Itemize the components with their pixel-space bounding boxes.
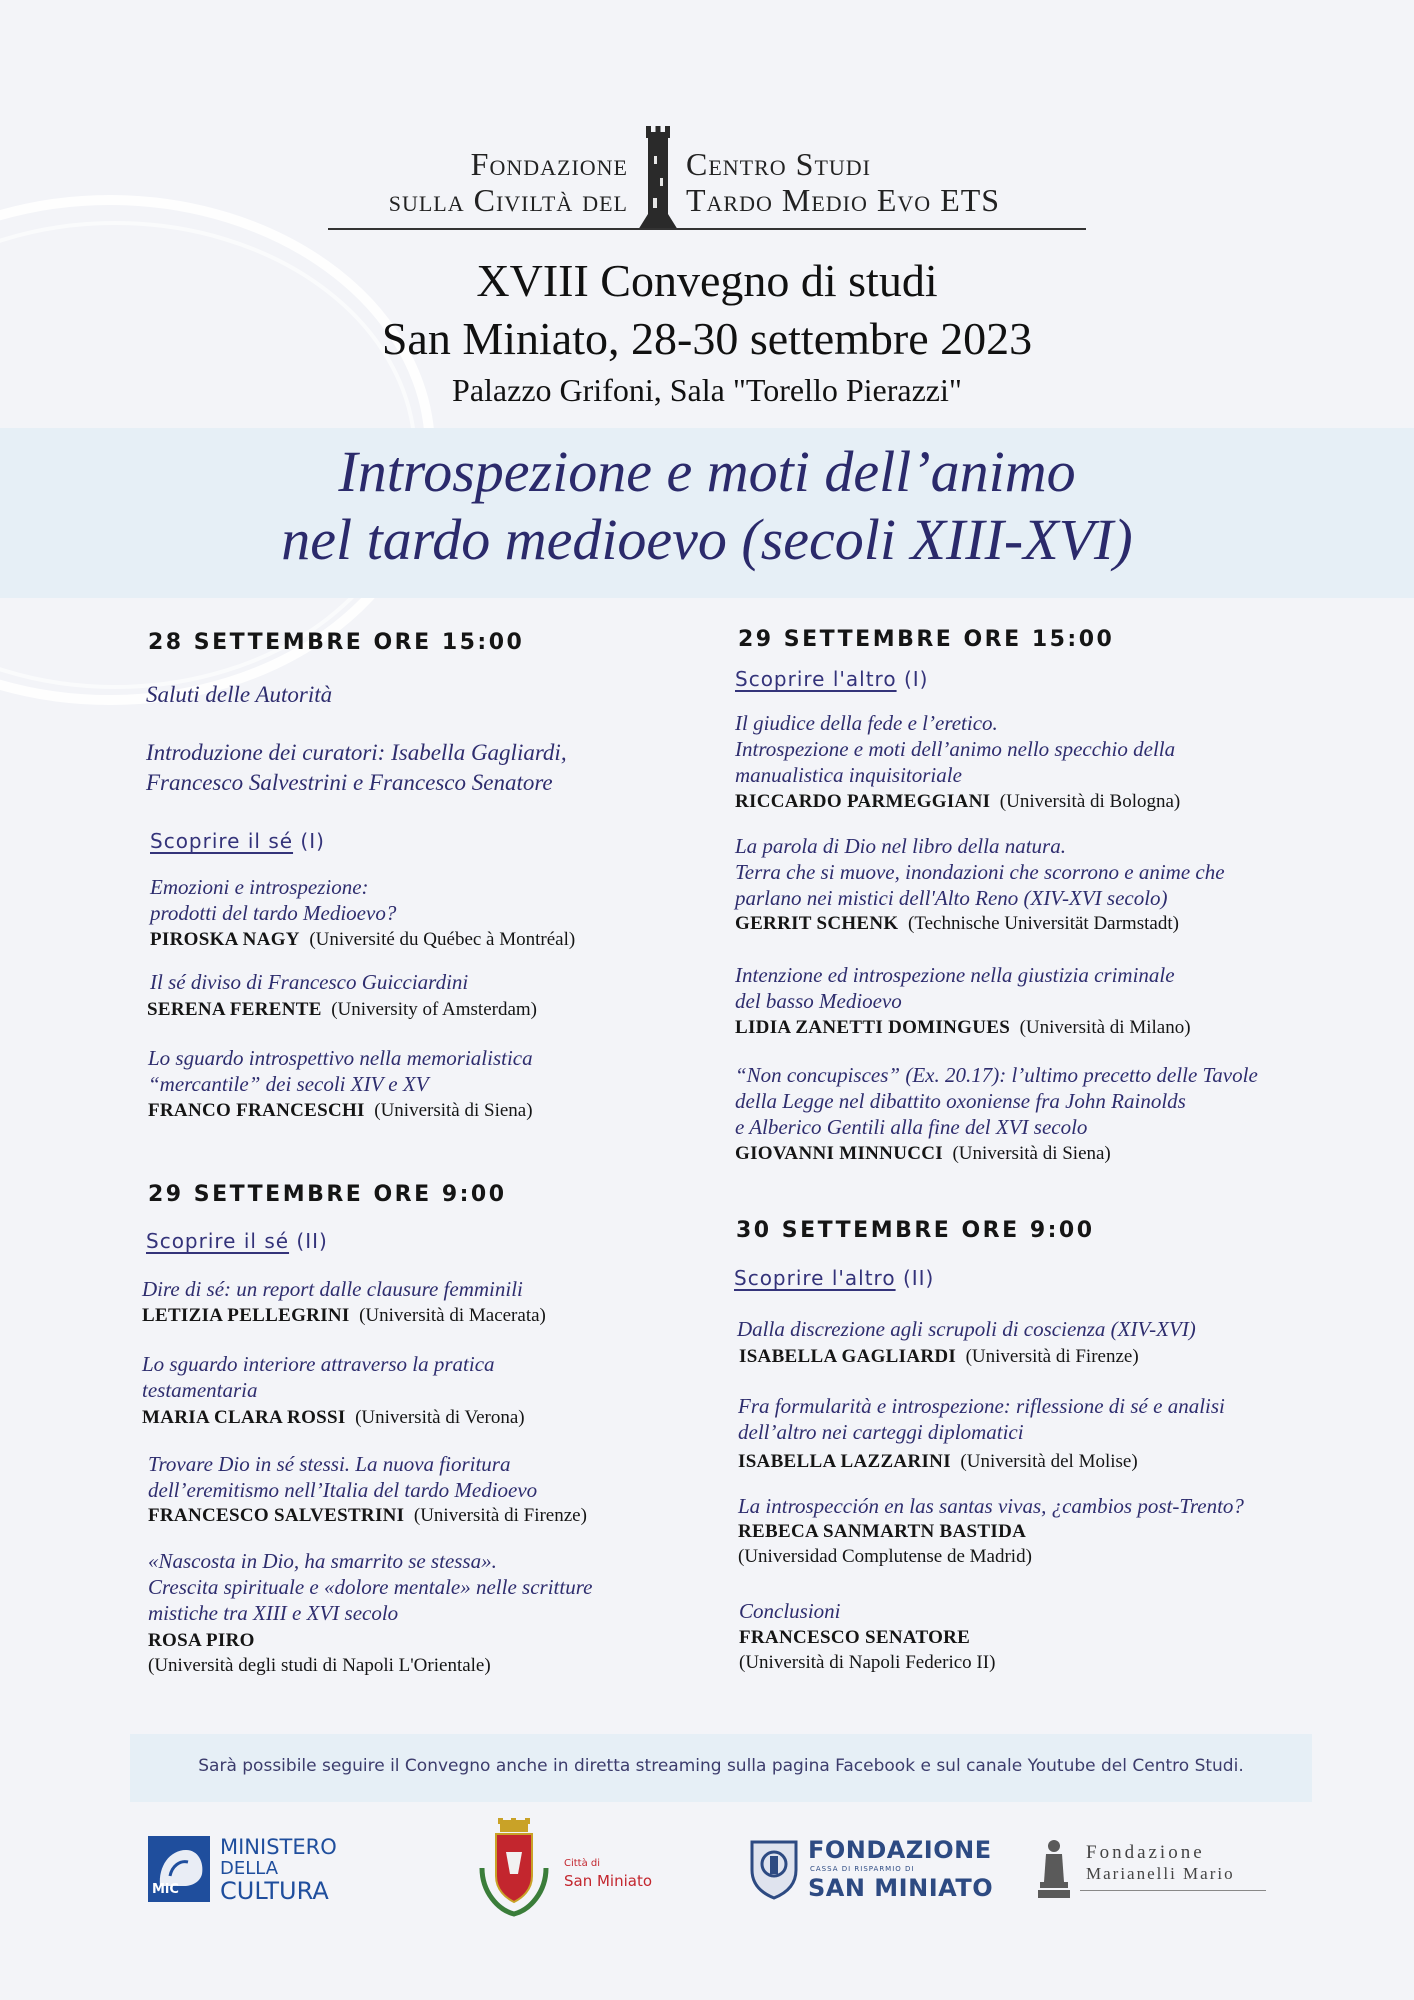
speaker-affiliation: (Università di Firenze) xyxy=(413,1505,587,1526)
left-day-1-heading: 28 SETTEMBRE ORE 15:00 xyxy=(148,630,525,655)
talk-title: Il sé diviso di Francesco Guicciardini xyxy=(150,970,469,994)
speaker-affiliation: (Universidad Complutense de Madrid) xyxy=(738,1546,1032,1567)
marianelli-line-1: Fondazione xyxy=(1086,1842,1205,1863)
talk-title: testamentaria xyxy=(142,1378,258,1402)
talk-title: La parola di Dio nel libro della natura. xyxy=(735,834,1066,858)
talk-title: Il giudice della fede e l’eretico. xyxy=(735,711,998,735)
speaker-name: FRANCO FRANCESCHI xyxy=(148,1100,365,1121)
fondazione-crest-icon xyxy=(746,1834,802,1900)
main-title-line-1: Introspezione e moti dell’animo xyxy=(338,439,1076,504)
talk-title: dell’eremitismo nell’Italia del tardo Medioevo xyxy=(148,1478,538,1502)
speaker-name: ISABELLA LAZZARINI xyxy=(738,1451,951,1472)
speaker xyxy=(148,1504,587,1528)
logo-text-right-1: Centro Studi xyxy=(686,146,872,182)
talk-title: «Nascosta in Dio, ha smarrito se stessa». xyxy=(148,1549,497,1573)
coat-of-arms-icon xyxy=(476,1818,552,1918)
talk-title: Fra formularità e introspezione: riflessione di sé e analisi xyxy=(738,1394,1225,1418)
centro-studi-logo xyxy=(328,126,1086,234)
talk-title: Lo sguardo introspettivo nella memorialistica xyxy=(148,1046,533,1070)
session-name: Scoprire l'altro xyxy=(734,1266,896,1290)
mic-line-1: MINISTERO xyxy=(220,1835,337,1859)
left-day-2-heading: 29 SETTEMBRE ORE 9:00 xyxy=(148,1182,507,1207)
streaming-band xyxy=(130,1734,1312,1802)
speaker-name: ISABELLA GAGLIARDI xyxy=(739,1346,957,1367)
speaker-affiliation: (Technische Universität Darmstadt) xyxy=(908,913,1179,934)
speaker-name: LIDIA ZANETTI DOMINGUES xyxy=(735,1017,1011,1038)
talk-title: Lo sguardo interiore attraverso la pratica xyxy=(142,1352,495,1376)
speaker-name: LETIZIA PELLEGRINI xyxy=(142,1305,350,1326)
speaker-affiliation: (Université du Québec à Montréal) xyxy=(309,929,576,950)
talk-title: “Non concupisces” (Ex. 20.17): l’ultimo precetto delle Tavole xyxy=(735,1063,1258,1087)
speaker-name: GERRIT SCHENK xyxy=(735,913,899,934)
speaker-affiliation: (Università del Molise) xyxy=(960,1451,1138,1472)
mic-line-2: DELLA xyxy=(220,1858,279,1879)
speaker-name: RICCARDO PARMEGGIANI xyxy=(735,791,991,812)
session-name: Scoprire l'altro xyxy=(735,667,897,691)
convegno-title: XVIII Convegno di studi xyxy=(476,255,938,306)
speaker-name: REBECA SANMARTN BASTIDA xyxy=(738,1521,1027,1542)
comune-name: San Miniato xyxy=(564,1872,653,1890)
speaker-affiliation: (Università degli studi di Napoli L'Orientale) xyxy=(148,1655,491,1676)
venue: Palazzo Grifoni, Sala "Torello Pierazzi" xyxy=(452,372,962,408)
speaker-affiliation: (University of Amsterdam) xyxy=(331,999,538,1020)
talk-title: Intenzione ed introspezione nella giustizia criminale xyxy=(735,963,1175,987)
speaker-affiliation: (Università di Napoli Federico II) xyxy=(739,1652,996,1673)
speaker-affiliation: (Università di Macerata) xyxy=(359,1305,546,1326)
talk-title: dell’altro nei carteggi diplomatici xyxy=(738,1420,1024,1444)
saluti: Saluti delle Autorità xyxy=(146,682,333,707)
speaker xyxy=(148,1099,533,1123)
speaker-affiliation: (Università di Siena) xyxy=(952,1143,1111,1164)
session-number: (II) xyxy=(902,1266,935,1290)
speaker xyxy=(735,1016,1191,1040)
talk-title: Emozioni e introspezione: xyxy=(150,875,369,899)
comune-small: Città di xyxy=(564,1858,601,1869)
intro-line-2: Francesco Salvestrini e Francesco Senatore xyxy=(146,770,553,795)
speaker-affiliation: (Università di Milano) xyxy=(1019,1017,1191,1038)
mic-mark: MiC xyxy=(152,1882,179,1897)
main-title-line-2: nel tardo medioevo (secoli XIII-XVI) xyxy=(281,507,1133,572)
speaker xyxy=(147,998,537,1022)
session-name: Scoprire il sé xyxy=(150,829,294,853)
speaker xyxy=(142,1304,546,1328)
speaker xyxy=(148,1629,255,1653)
talk-title: prodotti del tardo Medioevo? xyxy=(150,901,397,925)
speaker xyxy=(738,1450,1138,1474)
logo-rule xyxy=(328,228,1086,230)
speaker xyxy=(739,1626,970,1650)
mic-line-3: CULTURA xyxy=(220,1877,329,1905)
talk-title: Crescita spirituale e «dolore mentale» nelle scritture xyxy=(148,1575,593,1599)
speaker-name: PIROSKA NAGY xyxy=(150,929,300,950)
session-name: Scoprire il sé xyxy=(146,1229,290,1253)
fondazione-line-1: FONDAZIONE xyxy=(808,1836,992,1864)
talk-title: del basso Medioevo xyxy=(735,989,902,1013)
session-scoprire-il-se-1 xyxy=(150,829,325,853)
tower-icon xyxy=(636,126,680,230)
talk-title: “mercantile” dei secoli XIV e XV xyxy=(148,1072,429,1096)
talk-title: Introspezione e moti dell’animo nello specchio della xyxy=(735,737,1176,761)
logo-fondazione-marianelli xyxy=(1034,1838,1266,1902)
logo-text-right-2: Tardo Medio Evo ETS xyxy=(686,182,1001,218)
speaker xyxy=(735,790,1180,814)
intro-line-1: Introduzione dei curatori: Isabella Gagliardi, xyxy=(146,740,567,765)
speaker-name: ROSA PIRO xyxy=(148,1630,255,1651)
talk-title: della Legge nel dibattito oxoniense fra John Rainolds xyxy=(735,1089,1186,1113)
talk-title: Conclusioni xyxy=(739,1599,841,1623)
talk-title: mistiche tra XIII e XVI secolo xyxy=(148,1601,399,1625)
logo-text-left-2: sulla Civiltà del xyxy=(388,182,628,218)
talk-title: La introspección en las santas vivas, ¿cambios post-Trento? xyxy=(738,1494,1244,1518)
marianelli-line-2: Marianelli Mario xyxy=(1086,1864,1235,1883)
talk-title: Dire di sé: un report dalle clausure femminili xyxy=(142,1277,523,1301)
talk-title: Trovare Dio in sé stessi. La nuova fioritura xyxy=(148,1452,511,1476)
speaker-name: MARIA CLARA ROSSI xyxy=(142,1407,346,1428)
talk-title: Dalla discrezione agli scrupoli di coscienza (XIV-XVI) xyxy=(737,1317,1196,1341)
statue-icon xyxy=(1034,1838,1074,1900)
streaming-note: Sarà possibile seguire il Convegno anche in diretta streaming sulla pagina Facebook e sul canale Youtube del Centro Studi. xyxy=(198,1756,1244,1776)
right-day-1-heading: 29 SETTEMBRE ORE 15:00 xyxy=(738,627,1115,652)
speaker xyxy=(739,1345,1139,1369)
talk-title: parlano nei mistici dell'Alto Reno (XIV-XVI secolo) xyxy=(735,886,1168,910)
logo-ministero-cultura xyxy=(148,1835,358,1905)
session-number: (II) xyxy=(296,1229,328,1253)
speaker-affiliation: (Università di Verona) xyxy=(355,1407,525,1428)
place-date: San Miniato, 28-30 settembre 2023 xyxy=(381,313,1033,364)
speaker-affiliation: (Università di Firenze) xyxy=(965,1346,1139,1367)
fondazione-line-2: CASSA DI RISPARMIO DI xyxy=(810,1865,915,1873)
marianelli-rule xyxy=(1080,1890,1266,1891)
speaker xyxy=(735,1142,1111,1166)
speaker xyxy=(735,912,1179,936)
talk-title: Terra che si muove, inondazioni che scorrono e anime che xyxy=(735,860,1225,884)
speaker-name: FRANCESCO SENATORE xyxy=(739,1627,971,1648)
speaker-name: GIOVANNI MINNUCCI xyxy=(735,1143,943,1164)
speaker-affiliation: (Università di Siena) xyxy=(374,1100,533,1121)
logo-text-left-1: Fondazione xyxy=(470,146,628,182)
talk-title: manualistica inquisitoriale xyxy=(735,763,962,787)
session-number: (I) xyxy=(300,829,325,853)
logo-fondazione-cassa-risparmio xyxy=(746,1834,994,1904)
talk-title: e Alberico Gentili alla fine del XVI secolo xyxy=(735,1115,1088,1139)
speaker-name: SERENA FERENTE xyxy=(147,999,322,1020)
speaker xyxy=(150,928,575,952)
right-day-2-heading: 30 SETTEMBRE ORE 9:00 xyxy=(736,1218,1095,1243)
session-number: (I) xyxy=(903,667,929,691)
speaker-name: FRANCESCO SALVESTRINI xyxy=(148,1505,405,1526)
speaker xyxy=(142,1406,525,1430)
fondazione-line-3: SAN MINIATO xyxy=(808,1874,994,1902)
session-scoprire-il-se-2 xyxy=(146,1229,328,1253)
speaker-affiliation: (Università di Bologna) xyxy=(999,791,1181,812)
session-scoprire-altro-2 xyxy=(734,1266,934,1290)
speaker xyxy=(738,1520,1026,1544)
session-scoprire-altro-1 xyxy=(735,667,928,691)
logo-citta-san-miniato xyxy=(476,1818,666,1918)
